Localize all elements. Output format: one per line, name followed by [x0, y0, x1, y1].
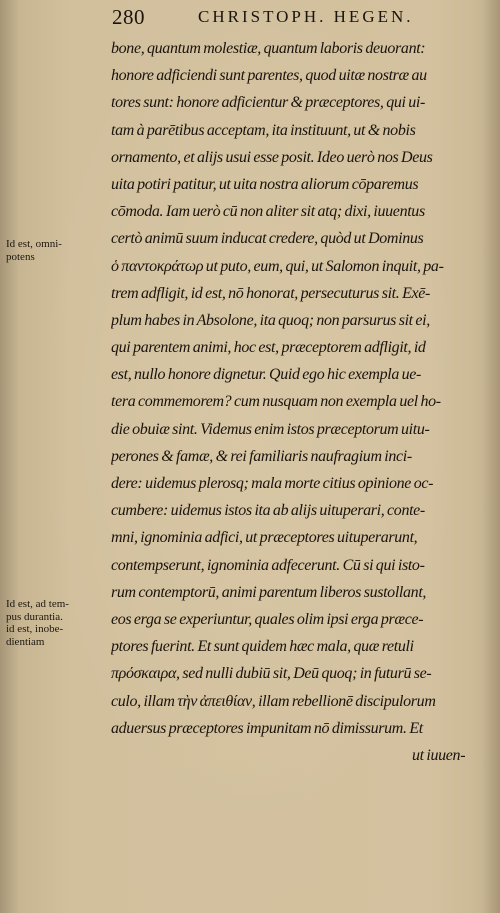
main-text-block: [111, 35, 491, 769]
margin-note-line: potens: [6, 250, 35, 263]
text-line: honore adficiendi sunt parentes, quod uitæ nostræ au: [111, 67, 427, 85]
text-line: cumbere: uidemus istos ita ab alijs uituperari, conte-: [111, 502, 425, 520]
text-line: dere: uidemus plerosq; mala morte citius opinione oc-: [111, 475, 434, 492]
text-line: eos erga se experiuntur, quales olim ipsi erga præce-: [111, 610, 424, 628]
text-line: qui parentem animi, hoc est, præceptorem adfligit, id: [111, 339, 426, 357]
margin-note-line: Id est, ad tem-: [6, 598, 69, 610]
text-line: contempserunt, ignominia adfecerunt. Cū si qui isto-: [111, 556, 425, 574]
margin-note-line: id est, inobe-: [6, 623, 64, 635]
text-line: culo, illam τὴν ἀπειθίαν, illam rebellionē discipulorum: [111, 692, 436, 710]
margin-note-line: dientiam: [6, 635, 45, 648]
text-line: aduersus præceptores impunitam nō dimissurum. Et: [111, 719, 423, 737]
margin-note-2: [6, 598, 98, 648]
margin-note-line: Id est, omni-: [6, 238, 62, 250]
text-line: tam à parētibus acceptam, ita instituunt, ut & nobis: [111, 121, 416, 139]
text-line: plum habes in Absolone, ita quoq; non parsurus sit ei,: [111, 311, 430, 329]
text-line: die obuiæ sint. Videmus enim istos præceptorum uitu-: [111, 420, 430, 438]
text-line: cōmoda. Iam uerò cū non aliter sit atq; dixi, iuuentus: [111, 203, 425, 221]
text-line: tera commemorem? cum nusquam non exempla uel ho-: [111, 393, 441, 411]
running-head: CHRISTOPH. HEGEN.: [198, 7, 414, 26]
text-line: ornamento, et alijs usui esse posit. Ideo uerò nos Deus: [111, 148, 433, 166]
text-line: πρόσκαιρα, sed nulli dubiū sit, Deū quoq; in futurū se-: [111, 665, 432, 683]
text-line: est, nullo honore dignetur. Quid ego hic exempla ue-: [111, 366, 422, 384]
text-line: rum contemptorū, animi parentum liberos sustollant,: [111, 583, 427, 601]
page-header: [112, 4, 490, 32]
text-line: certò animū suum inducat credere, quòd ut Dominus: [111, 230, 424, 248]
text-line-catchword: ut iuuen-: [412, 746, 466, 764]
margin-note-1: [6, 238, 98, 263]
text-line: mni, ignominia adfici, ut præceptores uituperarunt,: [111, 529, 418, 547]
text-line: tores sunt: honore adficientur & præceptores, qui ui-: [111, 94, 425, 112]
margin-note-line: pus durantia.: [6, 610, 63, 623]
text-line: ptores fuerint. Et sunt quidem hæc mala, quæ retuli: [111, 638, 414, 656]
text-line: uita potiri patitur, ut uita nostra aliorum cōparemus: [111, 175, 419, 193]
text-line: perones & famæ, & rei familiaris naufragium inci-: [111, 447, 412, 465]
text-line: trem adfligit, id est, nō honorat, persecuturus sit. Exē-: [111, 284, 430, 302]
text-line: bone, quantum molestiæ, quantum laboris deuorant:: [111, 40, 426, 57]
page-number: 280: [112, 5, 145, 29]
text-line: ὁ παντοκράτωρ ut puto, eum, qui, ut Salomon inquit, pa-: [111, 257, 444, 275]
